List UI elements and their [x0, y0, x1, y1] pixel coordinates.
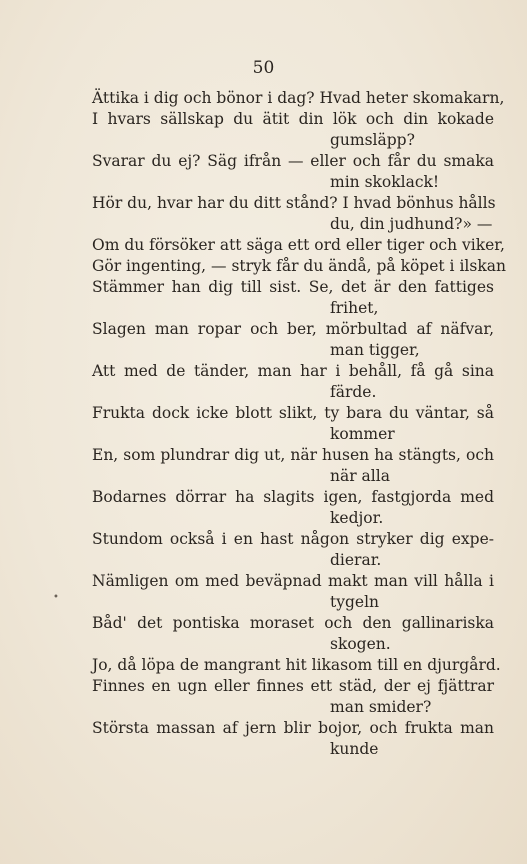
- verse-continuation: skogen.: [330, 635, 391, 653]
- verse-continuation: man tigger,: [330, 341, 420, 359]
- verse-line: Jo, då löpa de mangrant hit likasom till en djurgård.: [92, 656, 501, 674]
- verse-line: Stundom också i en hast någon stryker dig expe-: [92, 530, 494, 548]
- verse-line: En, som plundrar dig ut, när husen ha stängts, och: [92, 446, 494, 464]
- verse-line: Båd' det pontiska moraset och den gallinariska: [92, 614, 494, 632]
- verse-continuation: gumsläpp?: [330, 131, 415, 149]
- verse-line: Om du försöker att säga ett ord eller tiger och viker,: [92, 236, 505, 254]
- margin-mark: •: [53, 592, 59, 603]
- verse-continuation: man smider?: [330, 698, 432, 716]
- verse-continuation: färde.: [330, 383, 377, 401]
- verse-continuation: frihet,: [330, 299, 379, 317]
- verse-line: Nämligen om med beväpnad makt man vill hålla i: [92, 572, 494, 590]
- verse-line: Ättika i dig och bönor i dag? Hvad heter skomakarn,: [92, 89, 505, 107]
- page-number: 50: [252, 58, 275, 78]
- verse-line: Bodarnes dörrar ha slagits igen, fastgjorda med: [92, 488, 494, 506]
- verse-line: Svarar du ej? Säg ifrån — eller och får du smaka: [92, 152, 494, 170]
- verse-continuation: du, din judhund?» —: [330, 215, 493, 233]
- verse-continuation: kedjor.: [330, 509, 384, 527]
- verse-line: Stämmer han dig till sist. Se, det är den fattiges: [92, 278, 494, 296]
- verse-continuation: tygeln: [330, 593, 380, 611]
- verse-line: Hör du, hvar har du ditt stånd? I hvad bönhus hålls: [92, 194, 496, 212]
- poem-text: [92, 88, 506, 760]
- verse-line: Att med de tänder, man har i behåll, få gå sina: [92, 362, 494, 380]
- verse-line: Gör ingenting, — stryk får du ändå, på köpet i ilskan: [92, 257, 506, 275]
- verse-continuation: dierar.: [330, 551, 382, 569]
- verse-continuation: min skoklack!: [330, 173, 440, 191]
- verse-continuation: kunde: [330, 740, 379, 758]
- verse-continuation: kommer: [330, 425, 395, 443]
- verse-line: Finnes en ugn eller finnes ett städ, der ej fjättrar: [92, 677, 494, 695]
- verse-continuation: när alla: [330, 467, 390, 485]
- verse-line: Största massan af jern blir bojor, och frukta man: [92, 719, 494, 737]
- verse-line: I hvars sällskap du ätit din lök och din kokade: [92, 110, 494, 128]
- verse-line: Frukta dock icke blott slikt, ty bara du väntar, så: [92, 404, 494, 422]
- verse-line: Slagen man ropar och ber, mörbultad af näfvar,: [92, 320, 494, 338]
